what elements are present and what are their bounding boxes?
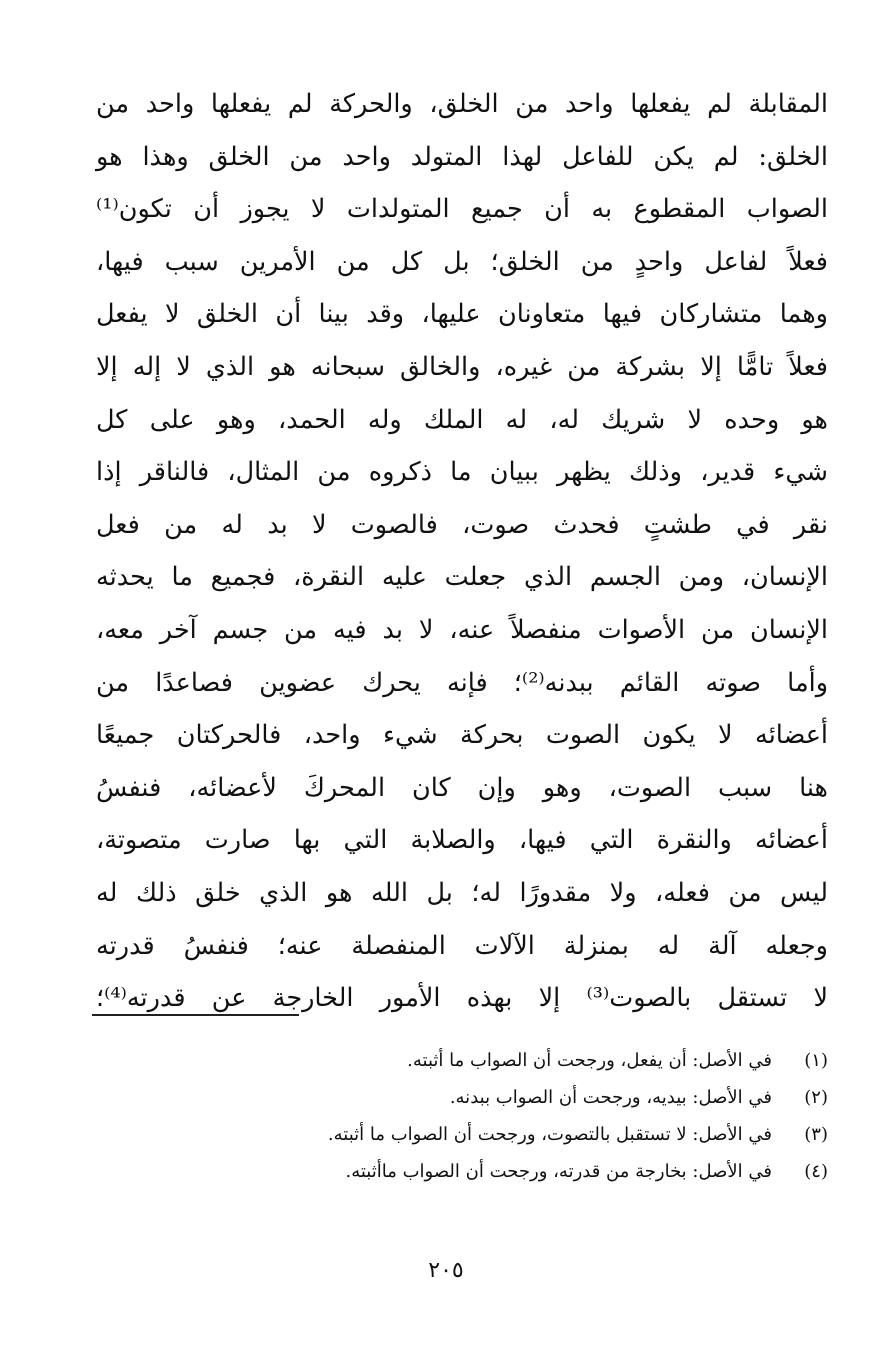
text-line: ليس من فعله، ولا مقدورًا له؛ بل الله هو الذي خلق ذلك له xyxy=(96,877,828,908)
page-number: ٢٠٥ xyxy=(428,1258,464,1283)
footnote xyxy=(128,1042,828,1079)
footnote xyxy=(128,1079,828,1116)
text-line: أعضائه لا يكون الصوت بحركة شيء واحد، فالحركتان جميعًا xyxy=(96,720,828,751)
text-line: لا تستقل بالصوت⁽³⁾ إلا بهذه الأمور الخارجة عن قدرته⁽⁴⁾؛ xyxy=(96,983,828,1014)
text-line: فعلاً لفاعل واحدٍ من الخلق؛ بل كل من الأمرين سبب فيها، xyxy=(96,246,828,277)
footnotes xyxy=(128,1042,828,1190)
text-line: هنا سبب الصوت، وهو وإن كان المحركَ لأعضائه، فنفسُ xyxy=(96,772,828,803)
text-line: الإنسان من الأصوات منفصلاً عنه، لا بد فيه من جسم آخر معه، xyxy=(96,614,828,645)
text-line: الإنسان، ومن الجسم الذي جعلت عليه النقرة، فجميع ما يحدثه xyxy=(96,562,828,593)
footnote-text: في الأصل: بخارجة من قدرته، ورجحت أن الصواب ماأثبته. xyxy=(345,1161,772,1182)
text-line: نقر في طشتٍ فحدث صوت، فالصوت لا بد له من فعل xyxy=(96,509,828,540)
text-line: وأما صوته القائم ببدنه⁽²⁾؛ فإنه يحرك عضوين فصاعدًا من xyxy=(96,667,829,698)
footnote-divider xyxy=(92,1014,299,1016)
text-line: شيء قدير، وذلك يظهر ببيان ما ذكروه من المثال، فالناقر إذا xyxy=(96,457,828,488)
text-line: الخلق: لم يكن للفاعل لهذا المتولد واحد من الخلق وهذا هو xyxy=(96,141,828,172)
footnote-text: في الأصل: بيديه، ورجحت أن الصواب ببدنه. xyxy=(449,1087,772,1108)
footnote xyxy=(128,1153,828,1190)
text-line: وهما متشاركان فيها متعاونان عليها، وقد بينا أن الخلق لا يفعل xyxy=(96,299,828,330)
footnote xyxy=(128,1116,828,1153)
text-line: وجعله آلة له بمنزلة الآلات المنفصلة عنه؛ فنفسُ قدرته xyxy=(96,930,828,961)
text-line: أعضائه والنقرة التي فيها، والصلابة التي بها صارت متصوتة، xyxy=(96,825,828,856)
footnote-text: في الأصل: أن يفعل، ورجحت أن الصواب ما أثبته. xyxy=(407,1050,772,1071)
main-text xyxy=(96,78,828,1025)
text-line: هو وحده لا شريك له، له الملك وله الحمد، وهو على كل xyxy=(96,404,828,435)
text-line: المقابلة لم يفعلها واحد من الخلق، والحركة لم يفعلها واحد من xyxy=(96,89,828,119)
text-line: الصواب المقطوع به أن جميع المتولدات لا يجوز أن تكون⁽¹⁾ xyxy=(96,194,828,225)
footnote-number: (١) xyxy=(804,1050,828,1071)
text-line: فعلاً تامًّا إلا بشركة من غيره، والخالق سبحانه هو الذي لا إله إلا xyxy=(96,351,828,382)
footnote-number: (٤) xyxy=(804,1161,828,1182)
footnote-number: (٢) xyxy=(804,1087,828,1108)
footnote-text: في الأصل: لا تستقبل بالتصوت، ورجحت أن الصواب ما أثبته. xyxy=(327,1124,772,1145)
footnote-number: (٣) xyxy=(804,1124,828,1145)
